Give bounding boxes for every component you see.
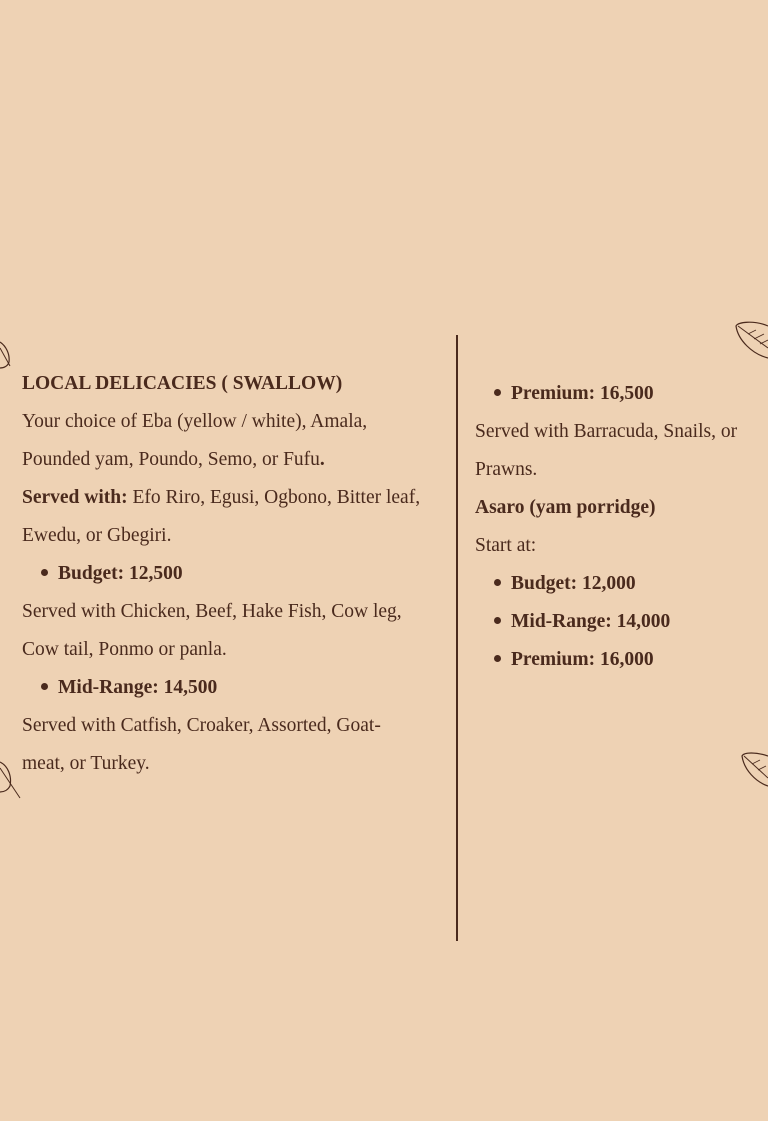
asaro-price-midrange: Mid-Range: 14,000 — [494, 610, 670, 634]
served-with-text: Ewedu, or Gbegiri. — [22, 525, 172, 546]
asaro-heading: Asaro (yam porridge) — [475, 497, 656, 518]
intro-text: Your choice of Eba (yellow / white), Amala, — [22, 411, 368, 432]
leaf-icon — [0, 338, 14, 372]
premium-description: Prawns. — [475, 459, 538, 480]
served-with-text — [22, 486, 420, 510]
asaro-price-budget: Budget: 12,000 — [494, 572, 636, 596]
section-heading: LOCAL DELICACIES ( SWALLOW) — [22, 373, 343, 394]
budget-description: Served with Chicken, Beef, Hake Fish, Cow leg, — [22, 601, 402, 622]
leaf-icon — [734, 318, 768, 362]
leaf-icon — [740, 750, 768, 790]
leaf-icon — [0, 758, 24, 800]
midrange-description: Served with Catfish, Croaker, Assorted, Goat- — [22, 715, 381, 736]
column-divider — [456, 335, 458, 941]
premium-description: Served with Barracuda, Snails, or — [475, 421, 738, 442]
intro-text-period: . — [319, 449, 325, 470]
intro-text-line: Pounded yam, Poundo, Semo, or Fufu — [22, 449, 320, 470]
start-at-text: Start at: — [475, 535, 537, 556]
served-with-label: Served with: — [22, 487, 128, 508]
intro-text — [22, 448, 325, 472]
asaro-price-premium: Premium: 16,000 — [494, 648, 654, 672]
price-budget: Budget: 12,500 — [41, 562, 183, 586]
budget-description: Cow tail, Ponmo or panla. — [22, 639, 227, 660]
midrange-description: meat, or Turkey. — [22, 753, 150, 774]
served-with-items: Efo Riro, Egusi, Ogbono, Bitter leaf, — [127, 487, 421, 508]
price-midrange: Mid-Range: 14,500 — [41, 676, 217, 700]
price-premium: Premium: 16,500 — [494, 382, 654, 406]
